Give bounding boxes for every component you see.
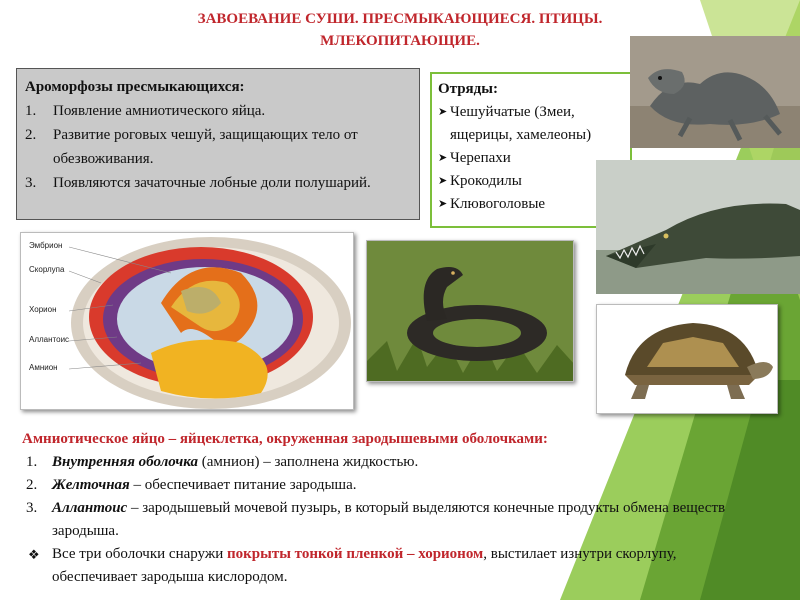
membranes-list bbox=[22, 451, 752, 543]
title-line-1: ЗАВОЕВАНИЕ СУШИ. ПРЕСМЫКАЮЩИЕСЯ. ПТИЦЫ. bbox=[197, 11, 603, 27]
membrane-description: – обеспечивает питание зародыша. bbox=[129, 477, 357, 493]
list-item bbox=[25, 171, 411, 195]
arrow-bullet-icon: ➤ bbox=[438, 106, 448, 118]
list-number: 3. bbox=[26, 500, 38, 516]
iguana-photo bbox=[630, 36, 800, 148]
aromorphoses-heading: Ароморфозы пресмыкающихся: bbox=[25, 79, 245, 95]
chorion-note bbox=[22, 543, 752, 589]
list-number: 2. bbox=[25, 127, 37, 143]
diamond-bullet-icon: ❖ bbox=[28, 547, 40, 562]
list-number: 3. bbox=[25, 175, 37, 191]
arrow-bullet-icon: ➤ bbox=[438, 175, 448, 187]
chorion-text-2: , выстилает изнутри скорлупу, обеспечивает зародыша кислородом. bbox=[52, 546, 677, 585]
list-item bbox=[22, 451, 752, 474]
membrane-description: – заполнена жидкостью. bbox=[259, 454, 419, 470]
chorion-highlight: покрыты тонкой пленкой – хорионом bbox=[227, 546, 484, 562]
title-line-2: МЛЕКОПИТАЮЩИЕ. bbox=[320, 33, 480, 49]
list-text: Появляются зачаточные лобные доли полушарий. bbox=[53, 175, 371, 191]
membrane-extra: (амнион) bbox=[198, 454, 260, 470]
egg-label-allantois: Аллантоис bbox=[29, 335, 70, 344]
amniotic-egg-heading: Амниотическое яйцо – яйцеклетка, окруженная зародышевыми оболочками: bbox=[22, 431, 548, 447]
egg-label-chorion: Хорион bbox=[29, 305, 57, 314]
list-item bbox=[25, 99, 411, 123]
aromorphoses-box bbox=[16, 68, 420, 220]
page-title bbox=[90, 8, 710, 52]
membrane-term: Внутренняя оболочка bbox=[52, 454, 199, 470]
arrow-bullet-icon: ➤ bbox=[438, 152, 448, 164]
amniotic-egg-description bbox=[22, 428, 752, 589]
crocodile-photo bbox=[596, 160, 800, 294]
list-item bbox=[22, 497, 752, 543]
list-item bbox=[25, 123, 411, 171]
list-text: Черепахи bbox=[450, 150, 511, 166]
egg-label-amnion: Амнион bbox=[29, 363, 58, 372]
egg-label-shell: Скорлупа bbox=[29, 265, 65, 274]
list-text: Появление амниотического яйца. bbox=[53, 103, 266, 119]
membrane-term: Желточная bbox=[52, 477, 130, 493]
list-text: Крокодилы bbox=[450, 173, 522, 189]
orders-heading: Отряды: bbox=[438, 81, 498, 97]
list-item bbox=[22, 474, 752, 497]
chorion-text-1: Все три оболочки снаружи bbox=[52, 546, 227, 562]
egg-label-embryo: Эмбрион bbox=[29, 241, 63, 250]
list-text: Клювоголовые bbox=[450, 196, 546, 212]
membrane-term: Аллантоис bbox=[52, 500, 128, 516]
list-number: 2. bbox=[26, 477, 38, 493]
list-number: 1. bbox=[25, 103, 37, 119]
snake-photo bbox=[366, 240, 574, 382]
aromorphoses-list bbox=[25, 99, 411, 195]
list-number: 1. bbox=[26, 454, 38, 470]
membrane-description: – зародышевый мочевой пузырь, в который выделяются конечные продукты обмена веществ зародыша. bbox=[52, 500, 726, 539]
list-text: Развитие роговых чешуй, защищающих тело от обезвоживания. bbox=[53, 127, 358, 167]
turtle-photo bbox=[596, 304, 778, 414]
arrow-bullet-icon: ➤ bbox=[438, 198, 448, 210]
amniotic-egg-diagram bbox=[20, 232, 354, 410]
list-item bbox=[438, 101, 624, 147]
list-text: Чешуйчатые (Змеи, ящерицы, хамелеоны) bbox=[450, 104, 592, 143]
